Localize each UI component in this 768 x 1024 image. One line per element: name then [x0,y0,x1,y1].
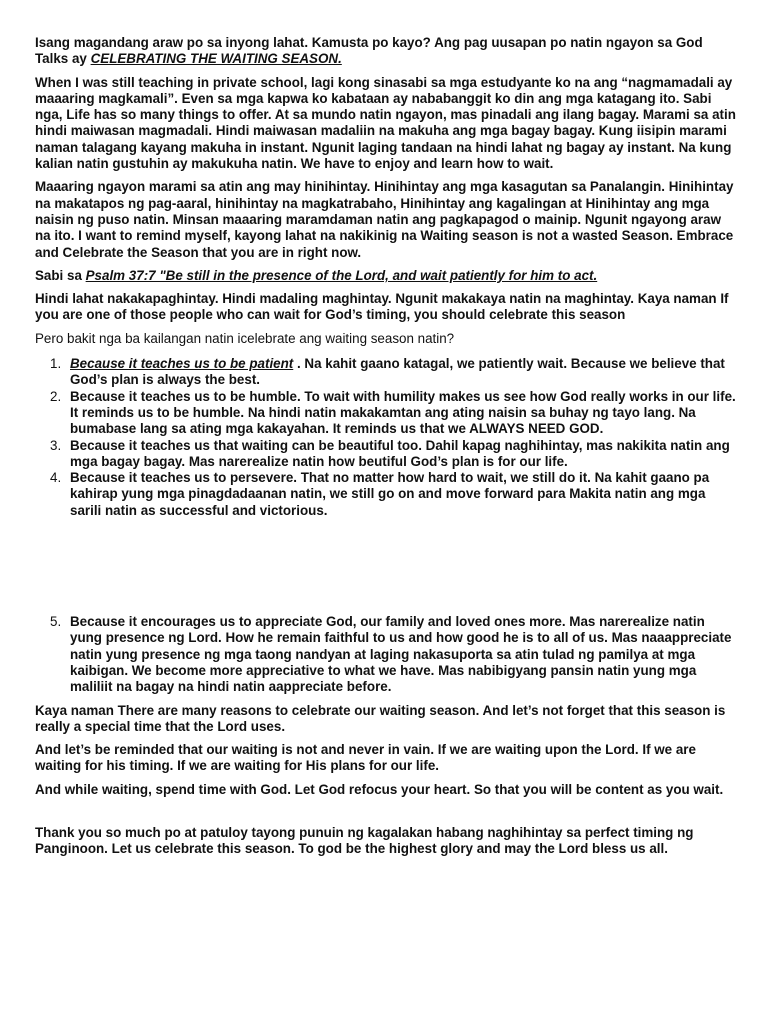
verse-paragraph [35,268,737,284]
reason-text: Because it teaches us that waiting can be beautiful too. Dahil kapag naghihintay, mas nakikita natin ang mga bagay bagay. Mas narerealize natin how beutiful God’s plan is for our life. [70,437,730,469]
paragraph-waiting: Maaaring ngayon marami sa atin ang may hinihintay. Hinihintay ang mga kasagutan sa Panalangin. Hinihintay na makatapos ng pag-aaral, hinihintay na magkatrabaho, Hinihintay ang kagalingan at Hinihintay ang mga naisin ng puso natin. Minsan maaaring maramdaman natin ang pagkapagod o mainip. Ngunit ngayong araw na ito. I want to remind myself, kayong lahat na nakikinig na Waiting season is not a wasted Season. Embrace and Celebrate the Season that you are in right now. [35,179,734,260]
reason-item-3 [35,438,737,471]
reason-text: Because it teaches us to persevere. That no matter how hard to wait, we still do it. Na kahit gaano pa kahirap yung mga pinagdadaanan natin, we still go on and move forward para Makita natin ang mga sarili natin as successful and victorious. [70,470,710,518]
reason-number: 1. [50,356,62,372]
reason-number: 3. [50,437,62,453]
closing-paragraph: Thank you so much po at patuloy tayong punuin ng kagalakan habang naghihintay sa perfect timing ng Panginoon. Let us celebrate this season. To god be the highest glory and may the Lord bless us all. [35,824,694,857]
intro-text: Isang magandang araw po sa inyong lahat. Kamusta po kayo? Ang pag uusapan po natin ngayon sa God Talks ay [35,35,703,67]
topic-title: CELEBRATING THE WAITING SEASON. [90,51,342,67]
verse-prefix: Sabi sa [35,267,86,283]
reason-number: 2. [50,388,62,404]
document-body [35,35,737,865]
paragraph-private-school: When I was still teaching in private school, lagi kong sinasabi sa mga estudyante ko na ang “nagmamadali ay maaaring magkamali”. Even sa mga kapwa ko kabataan ay nababanggit ko din ang mga katagang ito. Sabi nga, Life has so many things to offer. At sa mundo natin ngayon, mas pinadali ang ilang bagay. Marami sa atin hindi maiwasan magmadali. Hindi maiwasan madaliin na makuha ang mga bagay bagay. Kung iisipin marami naman talagang kayang makuha in instant. Ngunit laging tandaan na hindi lahat ng bagay ay instant. Na kung kalian natin gustuhin ay makukuha natin. We have to enjoy and learn how to wait. [35,74,736,172]
reasons-list [35,356,737,695]
reason-number: 4. [50,470,62,486]
spacer [35,805,737,825]
verse-text: Psalm 37:7 "Be still in the presence of the Lord, and wait patiently for him to act. [85,267,598,283]
paragraph-many-reasons: Kaya naman There are many reasons to celebrate our waiting season. And let’s not forget that this season is really a special time that the Lord uses. [35,702,726,734]
paragraph-not-in-vain: And let’s be reminded that our waiting is not and never in vain. If we are waiting upon the Lord. If we are waiting for his timing. If we are waiting for His plans for our life. [35,742,696,774]
reason-text: Because it encourages us to appreciate God, our family and loved ones more. Mas narerealize natin yung presence ng Lord. How he remain faithful to us and how good he is to all of us. Mas naaappreciate natin yung presence ng mga taong nandyan at laging nakasuporta sa atin tulad ng pamilya at mga kaibigan. We become more appreciative to what we have. Mas nabibigyang pansin natin yung mga maliliit na bagay na hindi natin aappreciate before. [70,614,732,695]
reason-text: . Na kahit gaano katagal, we patiently wait. Because we believe that God’s plan is always the best. [70,356,725,388]
reason-item-4 [35,470,737,519]
intro-paragraph [35,35,737,68]
question-line: Pero bakit nga ba kailangan natin icelebrate ang waiting season natin? [35,330,455,346]
paragraph-celebrate: Hindi lahat nakakapaghintay. Hindi madaling maghintay. Ngunit makakaya natin na maghintay. Kaya naman If you are one of those people who can wait for God’s timing, you should celebrate this season [35,291,729,323]
reason-item-1 [35,356,737,389]
reason-item-5 [35,614,737,695]
reason-lead: Because it teaches us to be patient [70,356,294,372]
paragraph-spend-time: And while waiting, spend time with God. Let God refocus your heart. So that you will be content as you wait. [35,781,724,797]
reason-text: Because it teaches us to be humble. To wait with humility makes us see how God really works in our life. It reminds us to be humble. Na hindi natin makakamtan ang ating naisin sa buhay ng tayo lang. Na bumabase lang sa ating mga kakayahan. It reminds us that we ALWAYS NEED GOD. [70,388,736,437]
reason-item-2 [35,389,737,438]
reason-number: 5. [50,614,62,630]
